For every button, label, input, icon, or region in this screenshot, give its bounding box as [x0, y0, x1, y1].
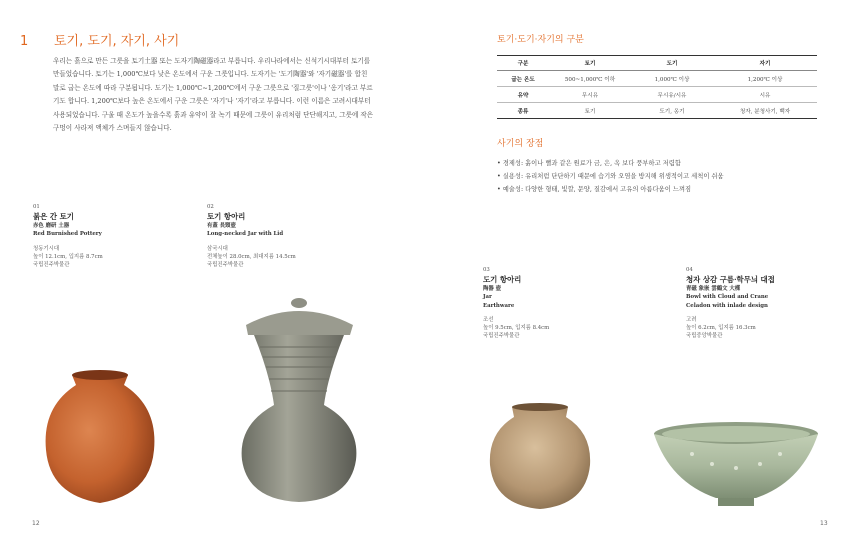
table-row — [497, 71, 817, 87]
item-name: 붉은 간 토기 — [33, 212, 74, 222]
table-cell: 500~1,000℃ 이하 — [549, 71, 631, 87]
item-english: Jar — [483, 294, 492, 301]
item-english: Bowl with Cloud and Crane — [686, 294, 769, 301]
comparison-table — [497, 55, 817, 119]
item-meta — [686, 316, 846, 341]
item-size: 높이 9.5cm, 입지름 8.4cm — [483, 325, 550, 332]
table-row — [497, 87, 817, 103]
feature-item: • 예술성: 다양한 형태, 빛깔, 문양, 질감에서 고유의 아름다움이 느껴짐 — [497, 186, 692, 193]
section-heading — [20, 30, 179, 49]
page-number-right: 13 — [820, 520, 828, 527]
comparison-table-wrap — [497, 55, 817, 119]
item-name: 토기 항아리 — [207, 212, 246, 222]
feature-item: • 실용성: 유리처럼 단단하기 때문에 습기와 오염을 방지해 위생적이고 세척이 쉬움 — [497, 173, 724, 180]
item-period: 조선 — [483, 316, 494, 323]
table-header-cell: 자기 — [713, 56, 817, 71]
table-cell: 유약 — [497, 87, 549, 103]
table-cell: 도기, 옹기 — [631, 103, 713, 119]
table-header-cell: 구분 — [497, 56, 549, 71]
item-size: 전체높이 28.0cm, 최대지름 14.5cm — [207, 253, 296, 260]
item-hanja: 赤色 磨研 土器 — [33, 223, 70, 230]
table-cell: 청자, 분청사기, 백자 — [713, 103, 817, 119]
table-cell: 무시유 — [549, 87, 631, 103]
item-english: Long-necked Jar with Lid — [207, 231, 284, 238]
item-caption-01 — [33, 203, 183, 269]
table-header-cell: 토기 — [549, 56, 631, 71]
item-size: 높이 12.1cm, 입지름 8.7cm — [33, 253, 103, 260]
table-cell: 1,000℃ 이상 — [631, 71, 713, 87]
item-museum: 국립진주박물관 — [483, 333, 520, 340]
table-cell: 시유 — [713, 87, 817, 103]
long-necked-jar-image — [232, 295, 367, 505]
item-caption-03 — [483, 266, 633, 340]
item-english: Red Burnished Pottery — [33, 231, 102, 238]
item-period: 고려 — [686, 316, 697, 323]
item-caption-02 — [207, 203, 357, 269]
item-hanja: 青磁 象嵌 雲鶴文 大楪 — [686, 286, 741, 293]
item-hanja: 陶器 壺 — [483, 286, 502, 293]
table-cell: 종류 — [497, 103, 549, 119]
red-pottery-image — [20, 355, 180, 515]
item-meta — [207, 245, 357, 270]
item-museum: 국립진주박물관 — [33, 262, 70, 269]
item-museum: 국립중앙박물관 — [686, 333, 723, 340]
item-meta — [483, 316, 633, 341]
section-title: 토기, 도기, 자기, 사기 — [54, 34, 180, 49]
item-museum: 국립진주박물관 — [207, 262, 244, 269]
features-list — [497, 157, 837, 196]
item-meta — [33, 245, 183, 270]
celadon-bowl-image — [652, 420, 820, 510]
item-name: 청자 상감 구름·학무늬 대접 — [686, 275, 775, 285]
table-title: 토기·도기·자기의 구분 — [497, 35, 584, 45]
table-header-row — [497, 56, 817, 71]
table-cell: 토기 — [549, 103, 631, 119]
item-size: 높이 6.2cm, 입지름 16.3cm — [686, 325, 756, 332]
page-number-left: 12 — [32, 520, 40, 527]
item-number: 04 — [686, 267, 693, 273]
item-hanja: 有蓋 長頸壺 — [207, 223, 236, 230]
intro-paragraph: 우리는 흙으로 만든 그릇을 토기土器 또는 도자기陶磁器라고 부릅니다. 우리나라에서는 신석기시대부터 토기를 만들었습니다. 토기는 1,000℃보다 낮은 온도에서 구운 그릇입니다. 도자기는 '도기陶器'와 '자기磁器'를 합친 말로 굽는 온도에 따라 구분됩니다. 도기는 1,000℃~1,200℃에서 구운 그릇으로 '질그릇'이나 '옹기'라고 부르기도 합니다. 1,200℃보다 높은 온도에서 구운 그릇은 '자기'나 '자기'라고 부릅니다. 이런 이름은 고려시대부터 사용되었습니다. 구울 때 온도가 높을수록 흙과 유약이 잘 녹기 때문에 그릇이 유리처럼 단단해지고, 그릇에 작은 구멍이 사라져 액체가 스며들지 않습니다. — [53, 57, 374, 133]
item-english-2: Earthware — [483, 302, 515, 309]
table-cell: 굽는 온도 — [497, 71, 549, 87]
item-english-2: Celadon with inlade design — [686, 302, 768, 309]
features-title: 사기의 장점 — [497, 139, 544, 149]
table-header-cell: 도기 — [631, 56, 713, 71]
item-number: 03 — [483, 267, 490, 273]
section-number: 1 — [20, 34, 29, 49]
feature-item: • 경제성: 흙이나 뻘과 같은 원료가 금, 은, 옥 보다 풍부하고 저렴함 — [497, 160, 681, 167]
item-name: 도기 항아리 — [483, 275, 522, 285]
table-row — [497, 103, 817, 119]
item-number: 01 — [33, 204, 40, 210]
table-cell: 1,200℃ 이상 — [713, 71, 817, 87]
item-period: 청동기시대 — [33, 245, 60, 252]
earthenware-jar-image — [480, 395, 600, 515]
table-cell: 무시유/시유 — [631, 87, 713, 103]
item-caption-04 — [686, 266, 846, 340]
item-number: 02 — [207, 204, 214, 210]
item-period: 삼국시대 — [207, 245, 228, 252]
